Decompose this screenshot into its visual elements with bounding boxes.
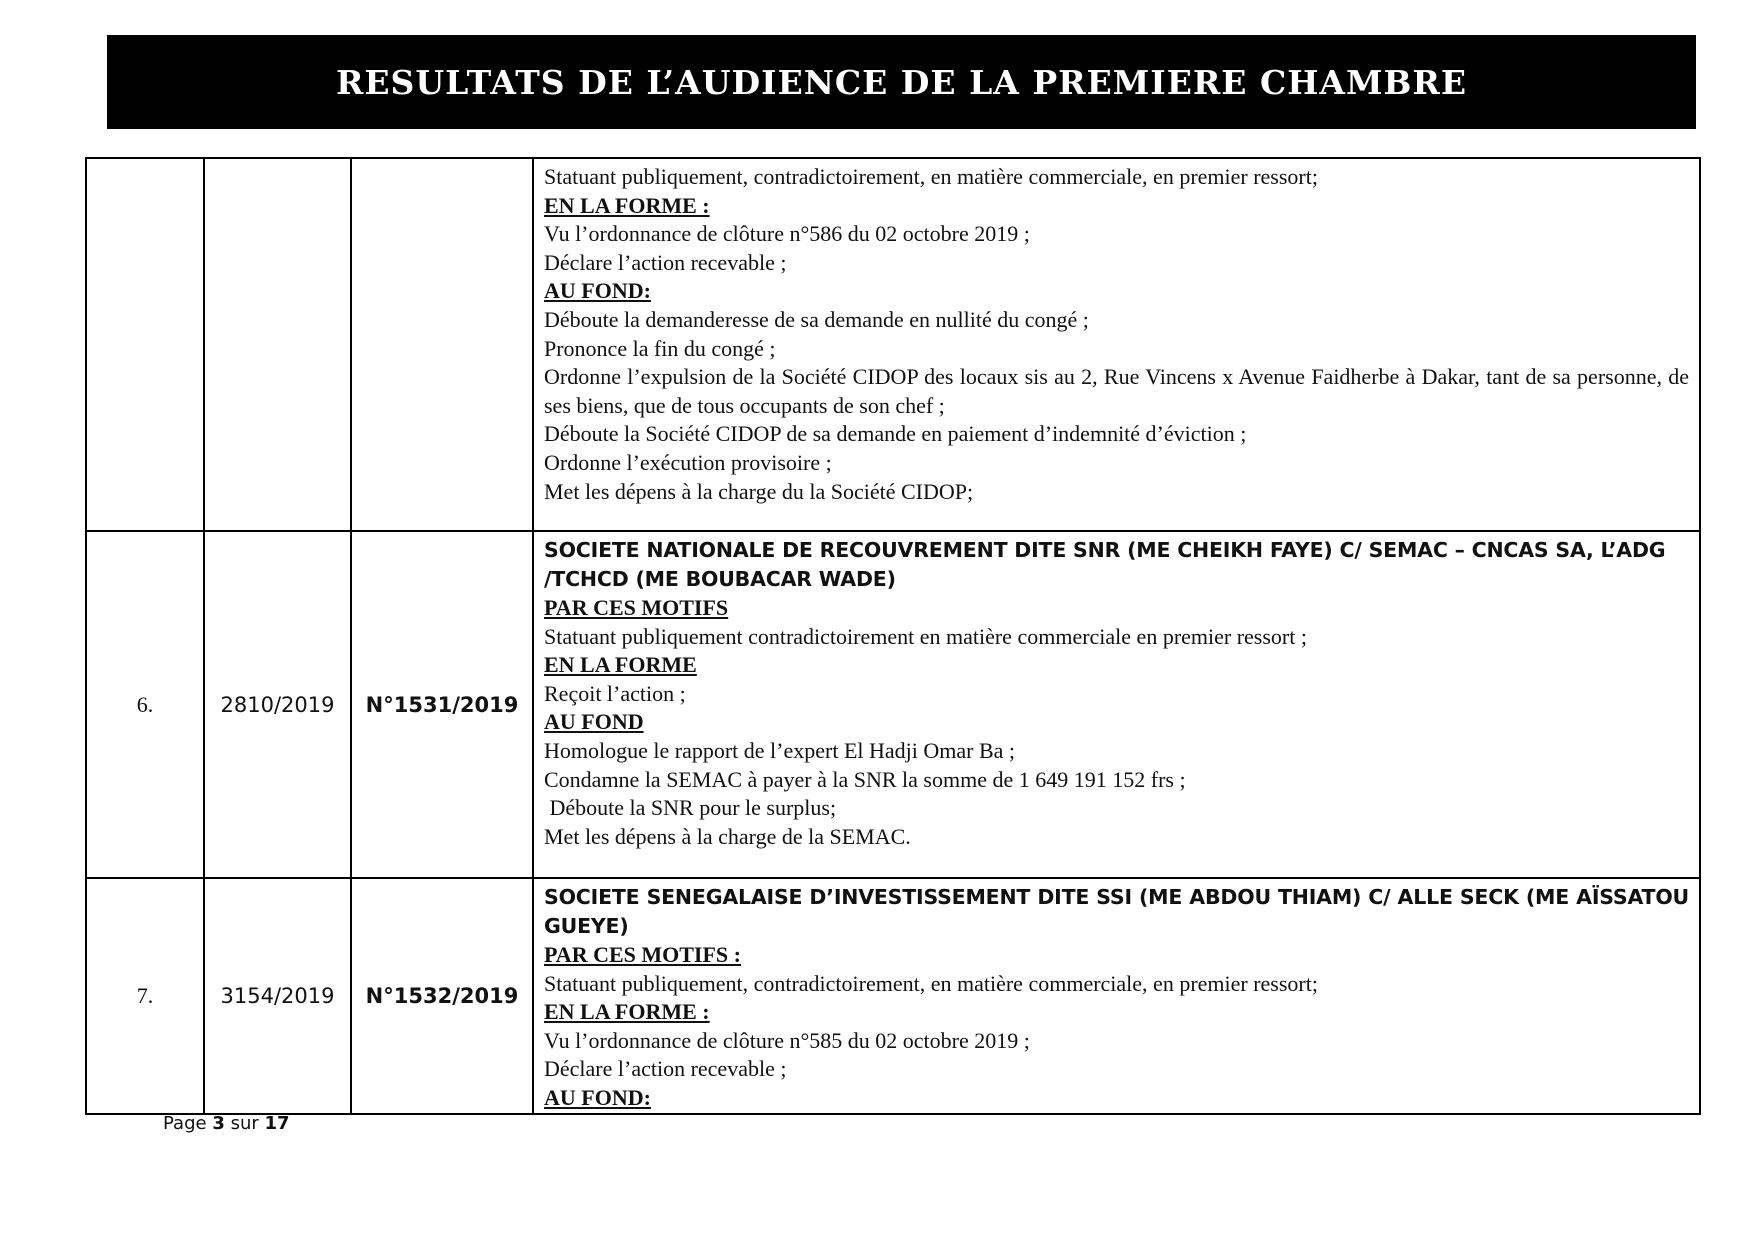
title-banner (107, 35, 1696, 129)
judgment-number: N°1532/2019 (365, 983, 519, 1008)
case-number-cell (86, 878, 204, 1114)
decision-line: Déboute la demanderesse de sa demande en nullité du congé ; (544, 306, 1089, 332)
decision-line: Statuant publiquement, contradictoirement, en matière commerciale, en premier ressort; (544, 970, 1318, 996)
decision-line: Reçoit l’action ; (544, 680, 686, 706)
decision-line: Statuant publiquement, contradictoirement, en matière commerciale, en premier ressort; (544, 164, 1318, 189)
page-total: 17 (264, 1113, 290, 1134)
case-number-cell (86, 531, 204, 878)
decision-line: Déboute la Société CIDOP de sa demande en paiement d’indemnité d’éviction ; (544, 421, 1247, 447)
decision-line: Déboute la SNR pour le surplus; (544, 795, 837, 821)
page-of-label: sur (230, 1113, 259, 1134)
section-heading: EN LA FORME : (544, 999, 710, 1025)
judgment-number: N°1531/2019 (365, 692, 519, 717)
section-heading: EN LA FORME (544, 652, 697, 678)
rg-number-cell (204, 878, 351, 1114)
section-heading: EN LA FORME : (544, 192, 710, 218)
section-heading: PAR CES MOTIFS (544, 595, 729, 620)
page-label: Page (163, 1113, 207, 1134)
decision-line: Condamne la SEMAC à payer à la SNR la somme de 1 649 191 152 frs ; (544, 766, 1186, 792)
case-number: 7. (136, 982, 154, 1008)
decision-line: Vu l’ordonnance de clôture n°585 du 02 octobre 2019 ; (544, 1027, 1030, 1053)
decision-line: Ordonne l’exécution provisoire ; (544, 449, 832, 475)
rg-number: 2810/2019 (220, 692, 335, 717)
table-row (86, 531, 1700, 878)
parties-heading: SOCIETE NATIONALE DE RECOUVREMENT DITE SNR (ME CHEIKH FAYE) C/ SEMAC – CNCAS SA, L’ADG /TCHCD (ME BOUBACAR WADE) (544, 538, 1666, 591)
decision-line: Déclare l’action recevable ; (544, 249, 787, 275)
rg-number-cell (204, 158, 351, 531)
rg-number: 3154/2019 (220, 983, 335, 1008)
decision-line: Met les dépens à la charge du la Société CIDOP; (544, 478, 974, 504)
parties-heading: SOCIETE SENEGALAISE D’INVESTISSEMENT DITE SSI (ME ABDOU THIAM) C/ ALLE SECK (ME AÏSSATOU GUEYE) (544, 885, 1689, 938)
page-footer (163, 1113, 290, 1134)
section-heading: AU FOND (544, 709, 644, 735)
decision-line: Prononce la fin du congé ; (544, 335, 776, 361)
decision-cell (533, 878, 1700, 1114)
section-heading: AU FOND: (544, 1084, 651, 1110)
decision-line: Statuant publiquement contradictoirement en matière commerciale en premier ressort ; (544, 623, 1307, 649)
page-title: RESULTATS DE L’AUDIENCE DE LA PREMIERE CHAMBRE (335, 62, 1467, 102)
table-row (86, 158, 1700, 531)
decision-line: Déclare l’action recevable ; (544, 1056, 787, 1082)
decision-cell (533, 531, 1700, 878)
page-current: 3 (212, 1113, 225, 1134)
judgment-number-cell (351, 158, 533, 531)
decision-cell (533, 158, 1700, 531)
decision-line: Met les dépens à la charge de la SEMAC. (544, 823, 911, 849)
case-number-cell (86, 158, 204, 531)
case-number: 6. (136, 691, 154, 717)
judgment-number-cell (351, 531, 533, 878)
section-heading: AU FOND: (544, 278, 651, 304)
judgments-table (85, 157, 1701, 1115)
decision-line: Vu l’ordonnance de clôture n°586 du 02 octobre 2019 ; (544, 221, 1030, 247)
table-row (86, 878, 1700, 1114)
judgment-number-cell (351, 878, 533, 1114)
decision-line: Homologue le rapport de l’expert El Hadji Omar Ba ; (544, 737, 1016, 763)
section-heading: PAR CES MOTIFS : (544, 942, 741, 967)
decision-line: Ordonne l’expulsion de la Société CIDOP des locaux sis au 2, Rue Vincens x Avenue Faidherbe à Dakar, tant de sa personne, de ses biens, que de tous occupants de son chef ; (544, 364, 1689, 418)
rg-number-cell (204, 531, 351, 878)
